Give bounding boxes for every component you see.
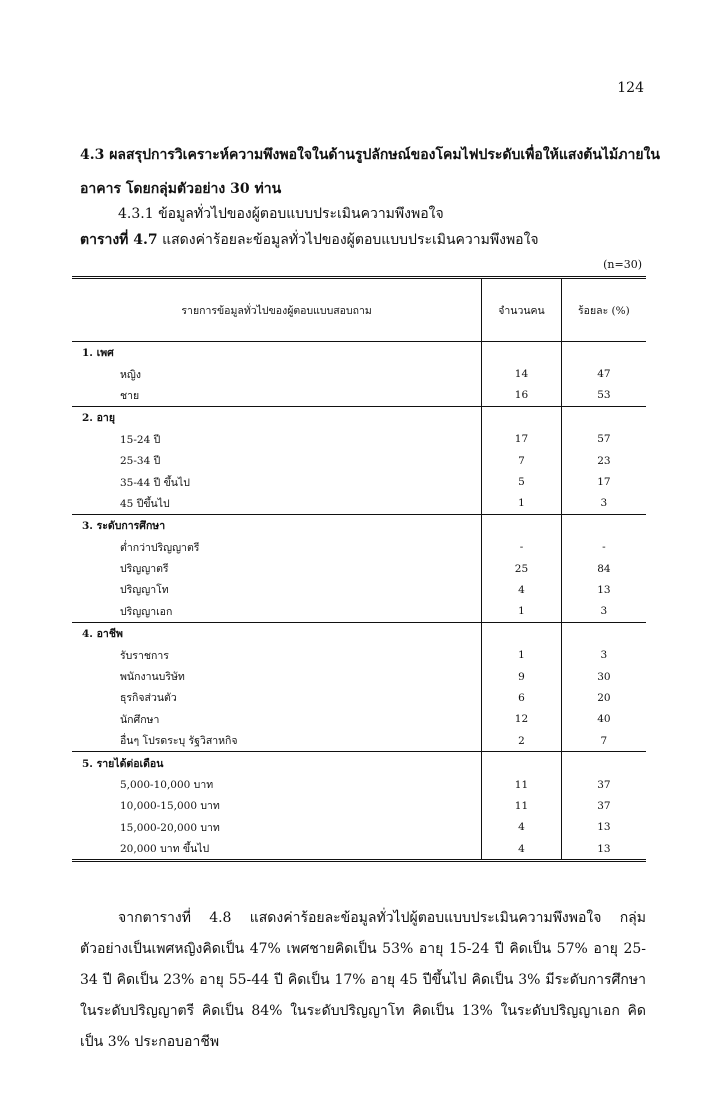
table-row: [72, 774, 646, 795]
summary-paragraph-text: จากตารางที่ 4.8 แสดงค่าร้อยละข้อมูลทั่วไปผู้ตอบแบบประเมินความพึงพอใจ กลุ่มตัวอย่างเป็นเพศหญิงคิดเป็น 47% เพศชายคิดเป็น 53% อายุ 15-24 ปี คิดเป็น 57% อายุ 25-34 ปี คิดเป็น 23% อายุ 55-44 ปี คิดเป็น 17% อายุ 45 ปีขึ้นไป คิดเป็น 3% มีระดับการศึกษาในระดับปริญญาตรี คิดเป็น 84% ในระดับปริญญาโท คิดเป็น 13% ในระดับปริญญาเอก คิดเป็น 3% ประกอบอาชีพ: [80, 910, 646, 1050]
row-percent: 13: [561, 817, 646, 838]
row-item: หญิง: [120, 368, 141, 381]
header-count: จำนวนคน: [482, 278, 562, 342]
group-title: 4. อาชีพ: [72, 623, 482, 645]
table-row: [72, 730, 646, 752]
row-item: ปริญญาโท: [120, 584, 169, 597]
row-count: 1: [482, 644, 562, 665]
table-row: [72, 471, 646, 492]
table-row: [72, 537, 646, 558]
row-item: 45 ปีขึ้นไป: [120, 497, 170, 510]
row-count: 14: [482, 363, 562, 384]
row-count: 12: [482, 709, 562, 730]
row-count: 1: [482, 493, 562, 515]
row-count: 4: [482, 817, 562, 838]
row-item: ต่ำกว่าปริญญาตรี: [120, 541, 200, 554]
row-count: 11: [482, 795, 562, 816]
table-group-row: [72, 752, 646, 774]
table-row: [72, 644, 646, 665]
group-title: 3. ระดับการศึกษา: [72, 515, 482, 537]
table-row: [72, 429, 646, 450]
table-row: [72, 363, 646, 384]
group-count-cell: [482, 623, 562, 645]
row-item: ปริญญาตรี: [120, 563, 169, 576]
table-body: [72, 342, 646, 861]
row-count: 25: [482, 558, 562, 579]
row-item: ชาย: [120, 389, 140, 402]
row-percent: 17: [561, 471, 646, 492]
table-row: [72, 687, 646, 708]
row-count: 11: [482, 774, 562, 795]
table-row: [72, 493, 646, 515]
group-count-cell: [482, 752, 562, 774]
row-item: 15,000-20,000 บาท: [120, 821, 220, 834]
row-percent: 3: [561, 493, 646, 515]
row-count: 1: [482, 601, 562, 623]
table-caption-label: ตารางที่ 4.7: [80, 232, 158, 248]
header-item: รายการข้อมูลทั่วไปของผู้ตอบแบบสอบถาม: [72, 278, 482, 342]
row-count: -: [482, 537, 562, 558]
row-count: 9: [482, 666, 562, 687]
row-count: 2: [482, 730, 562, 752]
table-group-row: [72, 515, 646, 537]
table-header-row: [72, 278, 646, 342]
group-percent-cell: [561, 515, 646, 537]
table-row: [72, 579, 646, 600]
row-item: 5,000-10,000 บาท: [120, 779, 214, 791]
group-title: 1. เพศ: [82, 347, 114, 360]
table-row: [72, 385, 646, 407]
row-item: 35-44 ปี ขึ้นไป: [120, 476, 190, 489]
table-row: [72, 838, 646, 861]
group-percent-cell: [561, 342, 646, 364]
row-item: นักศึกษา: [120, 713, 160, 726]
header-percent: ร้อยละ (%): [561, 278, 646, 342]
row-count: 17: [482, 429, 562, 450]
group-title: 2. อายุ: [72, 407, 482, 429]
row-item: ธุรกิจส่วนตัว: [120, 692, 177, 705]
table-caption-text: แสดงค่าร้อยละข้อมูลทั่วไปของผู้ตอบแบบประเมินความพึงพอใจ: [162, 232, 539, 248]
row-percent: 37: [561, 795, 646, 816]
group-percent-cell: [561, 407, 646, 429]
row-percent: 84: [561, 558, 646, 579]
subsection-heading: 4.3.1 ข้อมูลทั่วไปของผู้ตอบแบบประเมินความพึงพอใจ: [118, 206, 444, 222]
row-percent: 3: [561, 644, 646, 665]
row-percent: 3: [561, 601, 646, 623]
row-item: 25-34 ปี: [120, 455, 161, 468]
row-percent: 37: [561, 774, 646, 795]
row-percent: 53: [561, 385, 646, 407]
row-percent: 13: [561, 579, 646, 600]
row-item: 20,000 บาท ขึ้นไป: [120, 843, 210, 856]
table-caption: [80, 229, 539, 251]
row-item: อื่นๆ โปรดระบุ รัฐวิสาหกิจ: [120, 735, 238, 748]
table-row: [72, 709, 646, 730]
row-item: รับราชการ: [120, 649, 169, 662]
page-number: 124: [617, 80, 644, 96]
group-count-cell: [482, 515, 562, 537]
sample-size-label: (n=30): [603, 258, 642, 271]
section-heading: 4.3 ผลสรุปการวิเคราะห์ความพึงพอใจในด้านรูปลักษณ์ของโคมไฟประดับเพื่อให้แสงต้นไม้ภายในอาคาร โดยกลุ่มตัวอย่าง 30 ท่าน: [80, 147, 660, 197]
row-percent: -: [561, 537, 646, 558]
group-title: 5. รายได้ต่อเดือน: [72, 752, 482, 774]
row-percent: 13: [561, 838, 646, 861]
table-group-row: [72, 623, 646, 645]
group-percent-cell: [561, 623, 646, 645]
row-count: 6: [482, 687, 562, 708]
demographics-table: [72, 276, 646, 862]
summary-paragraph: [80, 903, 646, 1058]
table-row: [72, 450, 646, 471]
row-count: 5: [482, 471, 562, 492]
row-item: ปริญญาเอก: [120, 605, 173, 618]
row-item: 15-24 ปี: [120, 433, 161, 446]
row-percent: 7: [561, 730, 646, 752]
row-percent: 30: [561, 666, 646, 687]
table-row: [72, 666, 646, 687]
table-group-row: [72, 342, 646, 364]
group-percent-cell: [561, 752, 646, 774]
row-item: พนักงานบริษัท: [120, 671, 185, 684]
table-row: [72, 601, 646, 623]
table-row: [72, 817, 646, 838]
row-count: 16: [482, 385, 562, 407]
row-count: 4: [482, 579, 562, 600]
row-percent: 57: [561, 429, 646, 450]
row-percent: 40: [561, 709, 646, 730]
row-count: 4: [482, 838, 562, 861]
table-row: [72, 795, 646, 816]
group-count-cell: [482, 342, 562, 364]
row-percent: 20: [561, 687, 646, 708]
table-row: [72, 558, 646, 579]
table-group-row: [72, 407, 646, 429]
group-count-cell: [482, 407, 562, 429]
row-percent: 47: [561, 363, 646, 384]
row-percent: 23: [561, 450, 646, 471]
row-count: 7: [482, 450, 562, 471]
row-item: 10,000-15,000 บาท: [120, 800, 220, 813]
